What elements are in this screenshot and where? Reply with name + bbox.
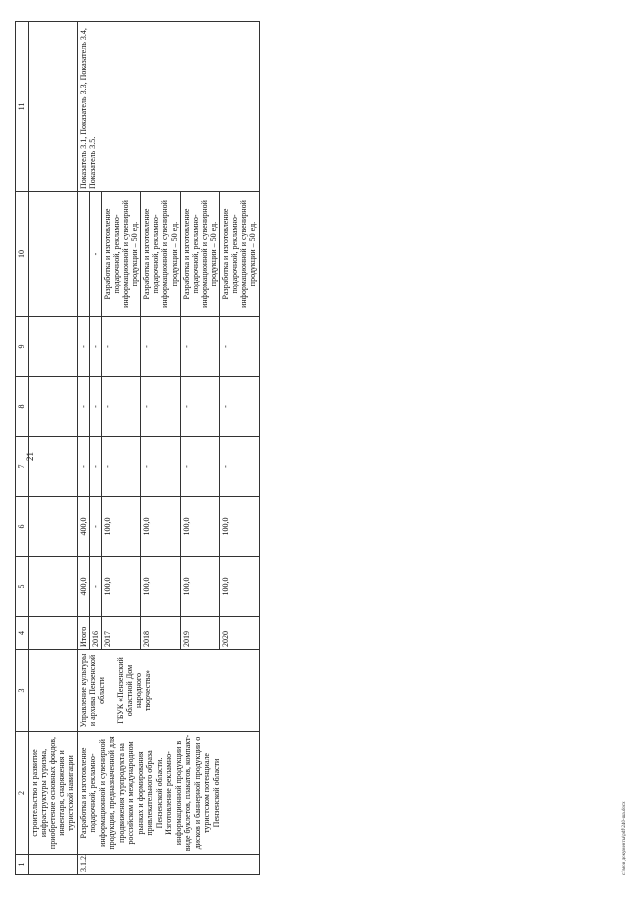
value-cell: 400,0 <box>77 497 89 557</box>
result-cell <box>77 192 89 317</box>
indicators-cell: Показатель 3.1, Показатель 3.3, Показатель 3.4, Показатель 3.5. <box>77 22 259 192</box>
executor-secondary: ГБУК «Пензенский областной Дом народного творчества» <box>115 657 153 724</box>
col-header: 3 <box>16 650 29 732</box>
year-cell: 2020 <box>220 617 259 650</box>
result-cell: Разработка и изготовление подарочной, рекламно-информационной и сувенирной продукции – 50 ед. <box>180 192 219 317</box>
result-cell: Разработка и изготовление подарочной, рекламно-информационной и сувенирной продукции – 50 ед. <box>101 192 140 317</box>
value-cell: - <box>180 437 219 497</box>
value-cell: 100,0 <box>180 557 219 617</box>
value-cell: 100,0 <box>141 557 180 617</box>
value-cell: 100,0 <box>141 497 180 557</box>
value-cell: - <box>141 437 180 497</box>
value-cell: 400,0 <box>77 557 89 617</box>
col-header: 8 <box>16 377 29 437</box>
year-cell: 2018 <box>141 617 180 650</box>
value-cell: - <box>77 377 89 437</box>
value-cell: 100,0 <box>220 497 259 557</box>
value-cell: - <box>89 497 101 557</box>
value-cell: - <box>89 557 101 617</box>
value-cell: - <box>89 317 101 377</box>
result-cell: - <box>89 192 101 317</box>
year-cell: 2017 <box>101 617 140 650</box>
row-number: 3.1.2. <box>77 855 259 875</box>
value-cell: 100,0 <box>180 497 219 557</box>
result-cell: Разработка и изготовление подарочной, рекламно-информационной и сувенирной продукции – 50 ед. <box>220 192 259 317</box>
col-header: 1 <box>16 855 29 875</box>
col-header: 10 <box>16 192 29 317</box>
executor-cell <box>77 650 259 732</box>
col-header: 11 <box>16 22 29 192</box>
value-cell: - <box>141 317 180 377</box>
table-row <box>77 22 89 875</box>
executor-primary: Управление культуры и архива Пензенской области <box>78 653 106 728</box>
value-cell: 100,0 <box>101 557 140 617</box>
program-table <box>15 21 260 875</box>
col-header: 7 <box>16 437 29 497</box>
col-header: 9 <box>16 317 29 377</box>
value-cell: 100,0 <box>101 497 140 557</box>
value-cell: - <box>220 317 259 377</box>
value-cell: - <box>101 317 140 377</box>
value-cell: - <box>89 377 101 437</box>
value-cell: - <box>77 437 89 497</box>
page-number: 21 <box>25 452 35 461</box>
year-cell: 2019 <box>180 617 219 650</box>
value-cell: - <box>101 377 140 437</box>
value-cell: 100,0 <box>220 557 259 617</box>
event-description: Разработка и изготовление подарочной, рекламно-информационной и сувенирной продукции, предназначенной для продвижения турпродукта на российском и международном рынках и формирования привлекательного образа Пензенской области. Изготовление рекламно-информационной продукции в виде буклетов, плакатов, компакт-дисков и баннерной продукции о туристском потенциале Пензенской области <box>77 732 259 855</box>
continuation-text: строительство и развитие инфраструктуры туризма, приобретение основных фондов, инвентаря, снаряжения и туристской навигации <box>29 732 78 855</box>
year-cell: Итого <box>77 617 89 650</box>
value-cell: - <box>180 317 219 377</box>
value-cell: - <box>101 437 140 497</box>
value-cell: - <box>180 377 219 437</box>
year-cell: 2016 <box>89 617 101 650</box>
col-header: 2 <box>16 732 29 855</box>
value-cell: - <box>141 377 180 437</box>
header-row <box>16 22 29 875</box>
col-header: 5 <box>16 557 29 617</box>
continuation-row <box>29 22 78 875</box>
value-cell: - <box>220 377 259 437</box>
value-cell: - <box>89 437 101 497</box>
value-cell: - <box>77 317 89 377</box>
footer-file-path: c:\мои документы\pdf\240-ша.docx <box>622 801 627 875</box>
col-header: 4 <box>16 617 29 650</box>
value-cell: - <box>220 437 259 497</box>
col-header: 6 <box>16 497 29 557</box>
result-cell: Разработка и изготовление подарочной, рекламно-информационной и сувенирной продукции – 50 ед. <box>141 192 180 317</box>
